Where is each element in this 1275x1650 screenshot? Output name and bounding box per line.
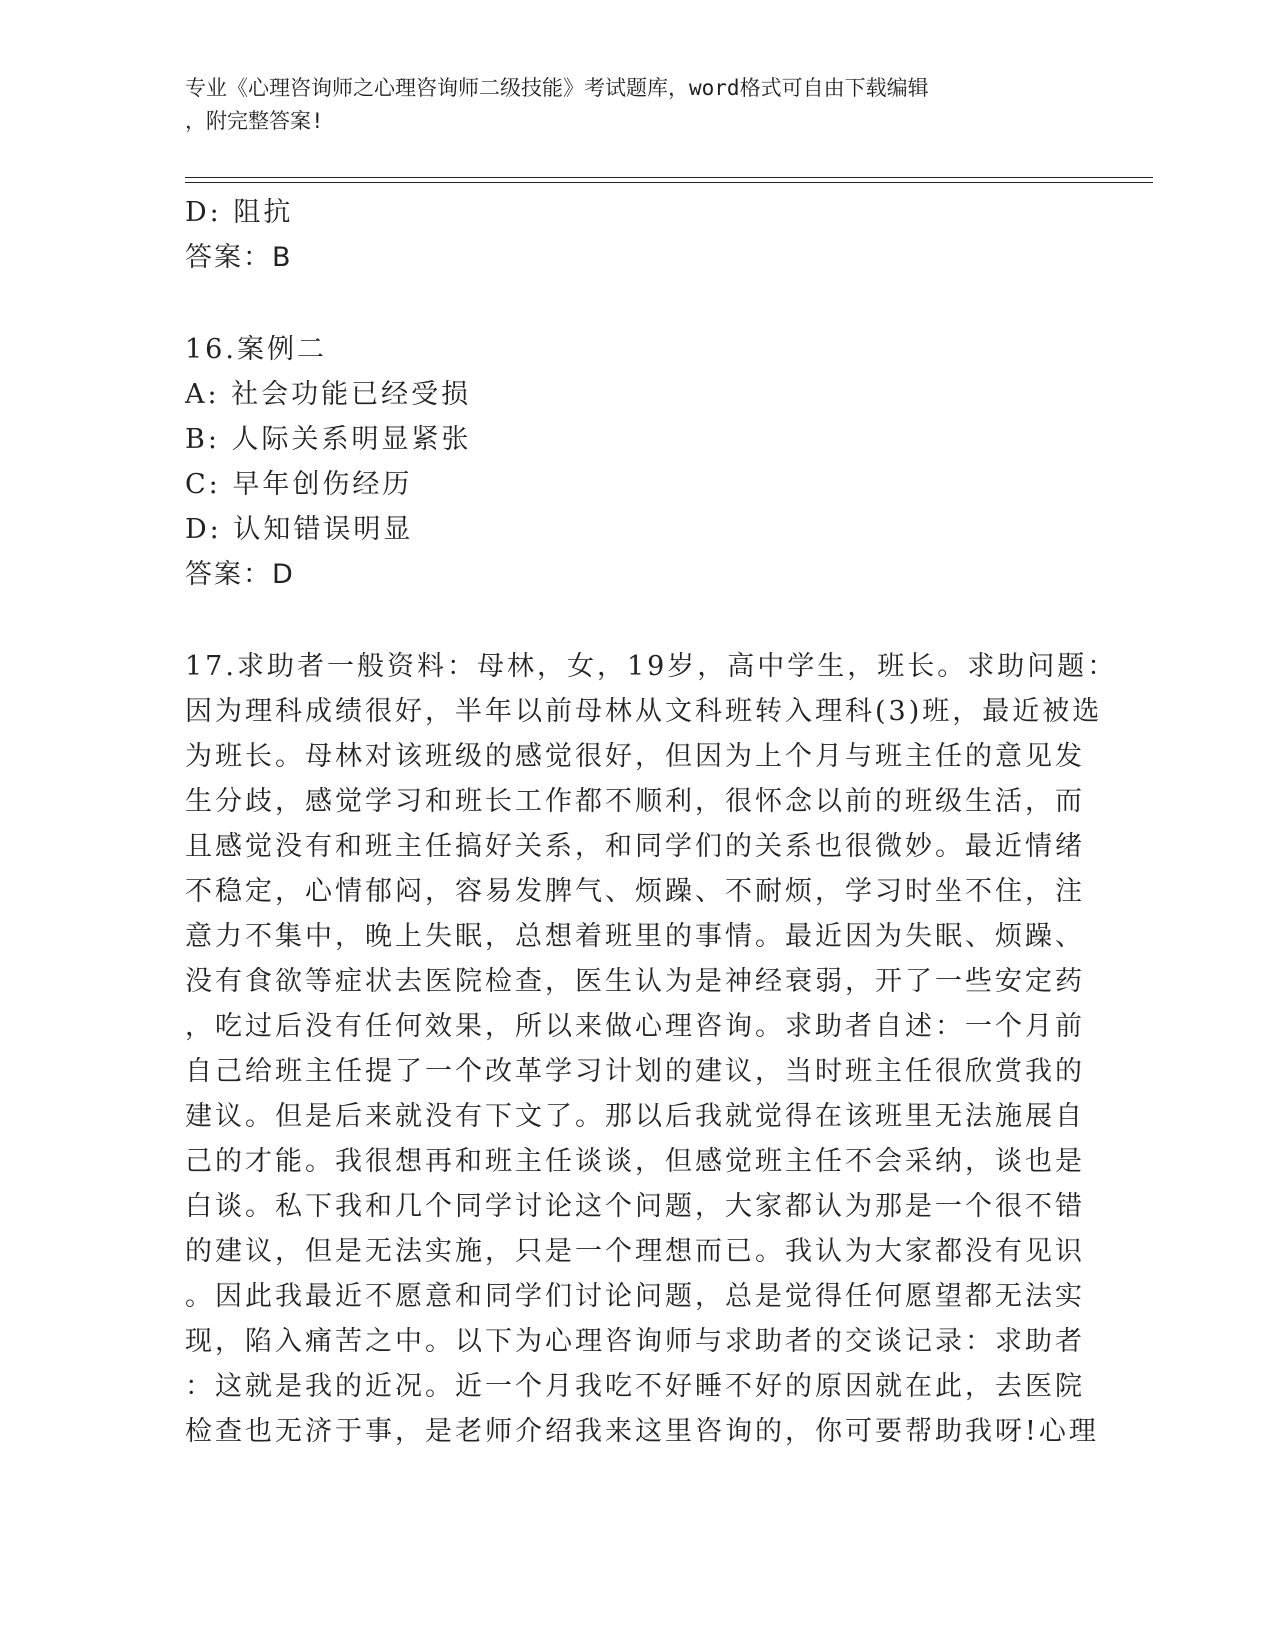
- q16-title: 16.案例二: [185, 334, 327, 365]
- header-divider-bottom: [185, 182, 1153, 183]
- header-line-1: 专业《心理咨询师之心理咨询师二级技能》考试题库，word格式可自由下载编辑: [185, 76, 929, 100]
- q16-option-b: B: 人际关系明显紧张: [185, 424, 472, 455]
- q15-answer: 答案：B: [185, 242, 293, 273]
- q17-line: 白谈。私下我和几个同学讨论这个问题，大家都认为那是一个很不错: [185, 1191, 1085, 1222]
- q17-line: 没有食欲等症状去医院检查，医生认为是神经衰弱，开了一些安定药: [185, 966, 1085, 997]
- q17-line: 。因此我最近不愿意和同学们讨论问题，总是觉得任何愿望都无法实: [185, 1281, 1085, 1312]
- q16-option-d: D: 认知错误明显: [185, 514, 414, 545]
- q17-line: 为班长。母林对该班级的感觉很好，但因为上个月与班主任的意见发: [185, 741, 1085, 772]
- q17-line: 且感觉没有和班主任搞好关系，和同学们的关系也很微妙。最近情绪: [185, 831, 1085, 862]
- q17-line: 检查也无济于事，是老师介绍我来这里咨询的，你可要帮助我呀!心理: [185, 1416, 1099, 1447]
- q15-option-d: D: 阻抗: [185, 197, 294, 228]
- q17-paragraph: [185, 644, 1118, 1454]
- q17-line: 建议。但是后来就没有下文了。那以后我就觉得在该班里无法施展自: [185, 1101, 1085, 1132]
- header-divider-top: [185, 177, 1153, 178]
- q17-line: ：这就是我的近况。近一个月我吃不好睡不好的原因就在此，去医院: [185, 1371, 1085, 1402]
- q17-line: 己的才能。我很想再和班主任谈谈，但感觉班主任不会采纳，谈也是: [185, 1146, 1085, 1177]
- q17-line: 的建议，但是无法实施，只是一个理想而已。我认为大家都没有见识: [185, 1236, 1085, 1267]
- q16-option-c: C: 早年创伤经历: [185, 469, 413, 500]
- q17-line: 不稳定，心情郁闷，容易发脾气、烦躁、不耐烦，学习时坐不住，注: [185, 876, 1085, 907]
- q17-line: 生分歧，感觉学习和班长工作都不顺利，很怀念以前的班级生活，而: [185, 786, 1085, 817]
- spacer: [185, 597, 1085, 644]
- q16-option-a: A: 社会功能已经受损: [185, 379, 472, 410]
- q17-line: 现，陷入痛苦之中。以下为心理咨询师与求助者的交谈记录：求助者: [185, 1326, 1085, 1357]
- q17-line: 自己给班主任提了一个改革学习计划的建议，当时班主任很欣赏我的: [185, 1056, 1085, 1087]
- spacer: [185, 280, 1085, 327]
- q17-line: 17.求助者一般资料：母林，女，19岁，高中学生，班长。求助问题：: [185, 651, 1118, 682]
- q17-line: ，吃过后没有任何效果，所以来做心理咨询。求助者自述：一个月前: [185, 1011, 1085, 1042]
- document-body: [185, 190, 1118, 1454]
- document-header: [185, 72, 1085, 138]
- q16-answer: 答案：D: [185, 559, 295, 590]
- q17-line: 因为理科成绩很好，半年以前母林从文科班转入理科(3)班，最近被选: [185, 696, 1103, 727]
- header-line-2: ，附完整答案!: [185, 109, 324, 133]
- q17-line: 意力不集中，晚上失眠，总想着班里的事情。最近因为失眠、烦躁、: [185, 921, 1085, 952]
